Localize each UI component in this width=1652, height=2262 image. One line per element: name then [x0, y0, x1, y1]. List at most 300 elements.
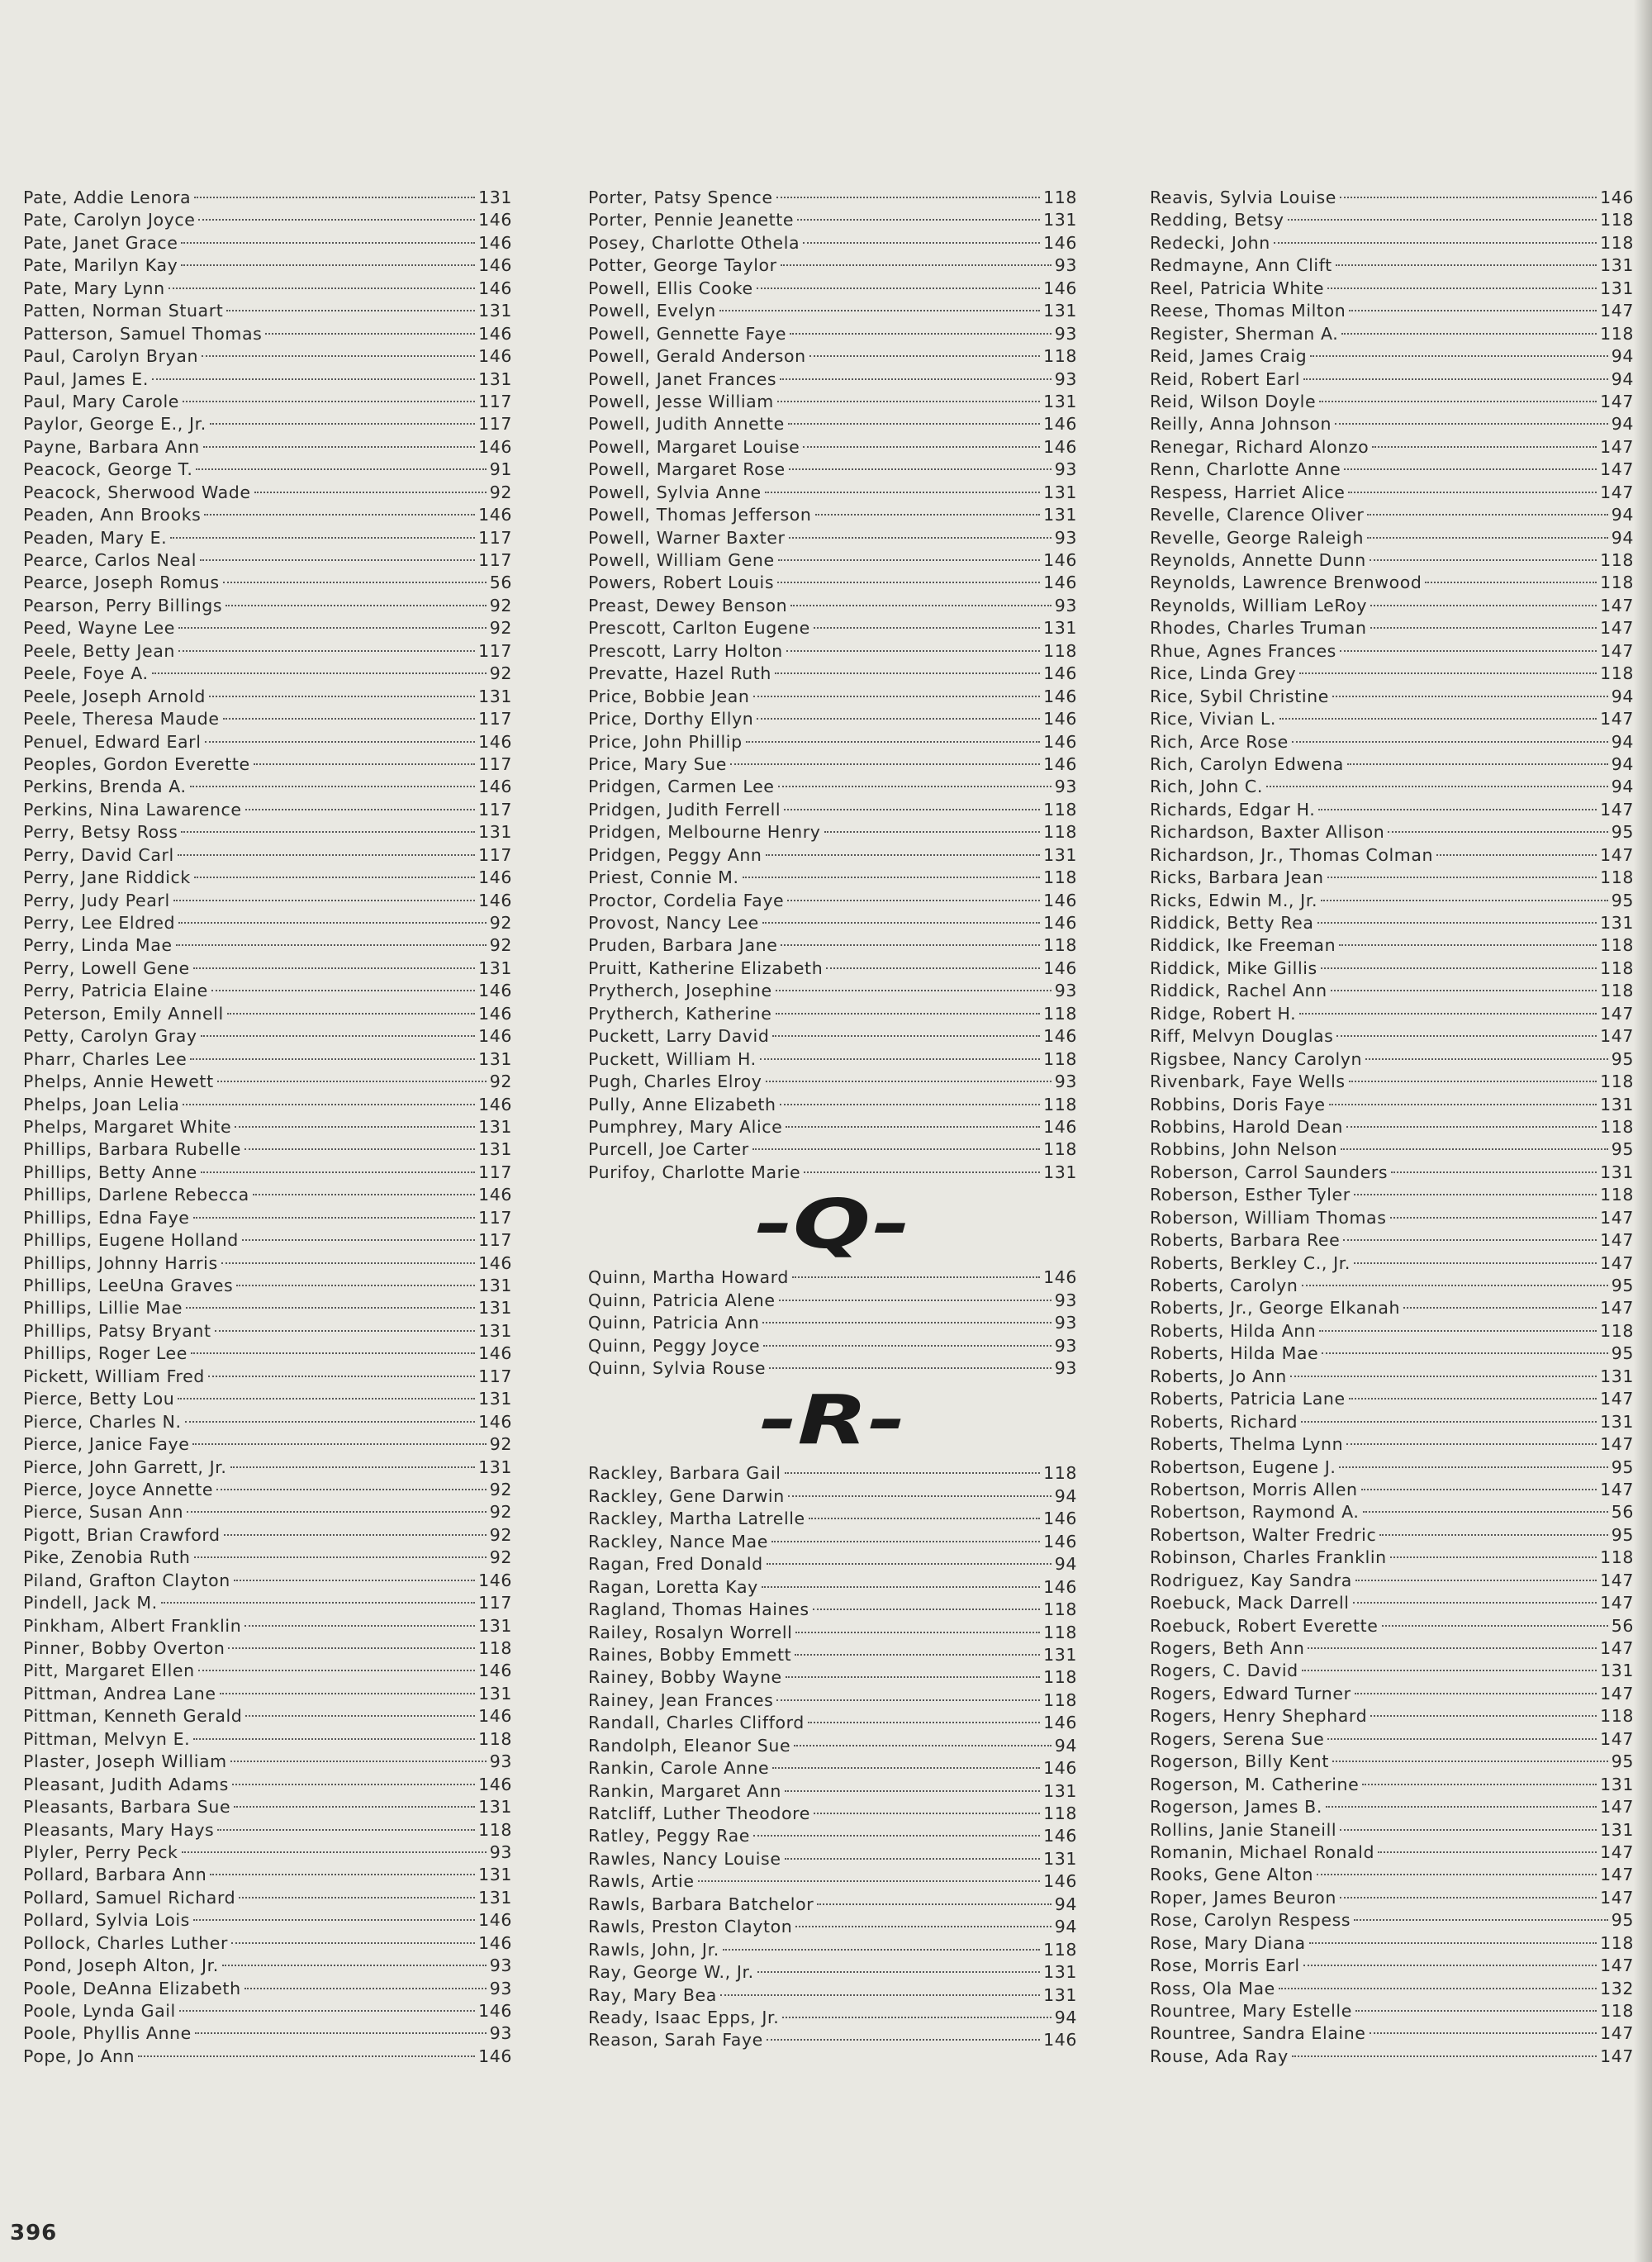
entry-name: Phillips, Lillie Mae	[23, 1298, 183, 1319]
dot-leader	[797, 219, 1040, 221]
dot-leader	[1299, 672, 1597, 674]
dot-leader	[210, 423, 475, 425]
dot-leader	[1347, 763, 1608, 765]
entry-page-number: 93	[489, 1978, 512, 1998]
dot-leader	[1370, 559, 1597, 561]
entry-name: Respess, Harriet Alice	[1150, 482, 1346, 502]
entry-name: Rountree, Mary Estelle	[1150, 2001, 1352, 2021]
dot-leader	[1348, 492, 1597, 493]
entry-page-number: 131	[478, 1276, 512, 1295]
entry-page-number: 147	[1600, 2046, 1634, 2066]
dot-leader	[1403, 1307, 1597, 1309]
dot-leader	[808, 1722, 1040, 1723]
index-entry	[588, 1712, 1077, 1734]
dot-leader	[1279, 718, 1597, 720]
entry-page-number: 146	[478, 981, 512, 1001]
index-entry	[588, 1689, 1077, 1712]
index-entry	[588, 1003, 1077, 1025]
index-entry	[23, 1342, 512, 1365]
dot-leader	[201, 1035, 475, 1037]
index-entry	[23, 663, 512, 685]
index-entry	[23, 1479, 512, 1501]
index-entry	[23, 549, 512, 572]
entry-name: Pickett, William Fred	[23, 1366, 205, 1386]
index-entry	[23, 934, 512, 957]
entry-page-number: 147	[1600, 1865, 1634, 1885]
index-entry	[23, 504, 512, 526]
index-entry	[588, 300, 1077, 322]
dot-leader	[1326, 1806, 1597, 1808]
entry-name: Roberson, Carrol Saunders	[1150, 1162, 1389, 1182]
entry-page-number: 146	[478, 323, 512, 344]
dot-leader	[1370, 2032, 1597, 2034]
entry-page-number: 131	[478, 1683, 512, 1704]
index-entry	[23, 391, 512, 413]
index-entry	[588, 209, 1077, 231]
dot-leader	[1363, 1511, 1608, 1513]
entry-page-number: 131	[1043, 301, 1077, 321]
entry-page-number: 118	[1600, 1706, 1634, 1727]
entry-page-number: 94	[1054, 1917, 1077, 1937]
dot-leader	[1340, 650, 1597, 652]
index-entry	[1150, 459, 1634, 481]
entry-name: Pittman, Andrea Lane	[23, 1683, 216, 1704]
entry-name: Ratcliff, Luther Theodore	[588, 1803, 810, 1823]
index-entry	[588, 1462, 1077, 1485]
entry-name: Renegar, Richard Alonzo	[1150, 436, 1370, 457]
entry-name: Robinson, Charles Franklin	[1150, 1547, 1387, 1568]
entry-page-number: 117	[478, 1207, 512, 1228]
dot-leader	[814, 1813, 1040, 1814]
index-entry	[23, 1297, 512, 1319]
index-entry	[1150, 300, 1634, 322]
index-entry	[23, 1978, 512, 2000]
entry-name: Penuel, Edward Earl	[23, 731, 202, 752]
entry-page-number: 93	[1054, 595, 1077, 615]
index-entry	[1150, 391, 1634, 413]
index-entry	[1150, 2022, 1634, 2045]
entry-name: Paul, James E.	[23, 368, 149, 389]
index-entry	[1150, 1660, 1634, 1682]
entry-page-number: 147	[1600, 1955, 1634, 1976]
entry-page-number: 118	[1600, 1116, 1634, 1137]
entry-page-number: 117	[478, 391, 512, 411]
dot-leader	[224, 1534, 487, 1536]
entry-name: Paul, Mary Carole	[23, 391, 179, 411]
entry-name: Ray, George W., Jr.	[588, 1962, 754, 1983]
dot-leader	[193, 1919, 475, 1921]
entry-name: Prescott, Carlton Eugene	[588, 618, 810, 639]
dot-leader	[772, 1035, 1040, 1037]
entry-page-number: 118	[1600, 1547, 1634, 1568]
index-entry	[1150, 436, 1634, 459]
entry-page-number: 131	[1600, 1411, 1634, 1432]
entry-page-number: 93	[1054, 527, 1077, 548]
index-entry	[1150, 187, 1634, 209]
entry-name: Pridgen, Peggy Ann	[588, 844, 762, 865]
entry-page-number: 131	[1043, 505, 1077, 525]
dot-leader	[753, 696, 1041, 697]
dot-leader	[785, 1472, 1041, 1474]
entry-page-number: 118	[1043, 1003, 1077, 1024]
entry-page-number: 118	[1600, 573, 1634, 593]
entry-page-number: 146	[1043, 232, 1077, 253]
index-entry	[1150, 1796, 1634, 1818]
index-entry	[23, 731, 512, 753]
index-entry	[23, 1411, 512, 1433]
index-entry	[588, 731, 1077, 753]
entry-page-number: 92	[489, 618, 512, 639]
entry-name: Poole, DeAnna Elizabeth	[23, 1978, 241, 1998]
entry-page-number: 94	[1611, 527, 1634, 548]
entry-page-number: 147	[1600, 1593, 1634, 1613]
dot-leader	[181, 831, 475, 833]
index-entry	[23, 1637, 512, 1660]
index-entry	[1150, 912, 1634, 934]
dot-leader	[223, 582, 487, 583]
entry-page-number: 92	[489, 1479, 512, 1499]
entry-page-number: 147	[1600, 799, 1634, 820]
dot-leader	[1279, 1988, 1597, 1989]
index-entry	[23, 617, 512, 639]
entry-name: Rawls, John, Jr.	[588, 1939, 719, 1960]
dot-leader	[211, 990, 475, 991]
dot-leader	[795, 1654, 1040, 1656]
dot-leader	[1336, 1035, 1597, 1037]
entry-page-number: 131	[1043, 482, 1077, 502]
entry-page-number: 146	[478, 890, 512, 910]
dot-leader	[230, 1466, 476, 1468]
entry-name: Peacock, Sherwood Wade	[23, 482, 251, 502]
index-entry	[1150, 640, 1634, 663]
entry-page-number: 146	[478, 1026, 512, 1047]
entry-page-number: 118	[1600, 210, 1634, 230]
entry-name: Riddick, Betty Rea	[1150, 913, 1314, 933]
index-entry	[23, 753, 512, 776]
entry-page-number: 93	[489, 1955, 512, 1976]
dot-leader	[227, 1013, 475, 1015]
entry-page-number: 92	[489, 913, 512, 933]
entry-name: Pridgen, Judith Ferrell	[588, 799, 781, 820]
entry-name: Pearce, Carlos Neal	[23, 550, 197, 570]
dot-leader	[1365, 1058, 1608, 1060]
entry-name: Phelps, Annie Hewett	[23, 1072, 214, 1092]
entry-page-number: 118	[1600, 1072, 1634, 1092]
entry-page-number: 92	[489, 663, 512, 684]
entry-name: Puckett, William H.	[588, 1048, 757, 1069]
entry-page-number: 118	[1043, 1689, 1077, 1710]
entry-name: Powers, Robert Louis	[588, 573, 775, 593]
entry-name: Robertson, Morris Allen	[1150, 1479, 1358, 1499]
index-entry	[588, 459, 1077, 481]
entry-name: Pollard, Barbara Ann	[23, 1865, 207, 1885]
index-entry	[588, 1870, 1077, 1893]
entry-page-number: 131	[1043, 844, 1077, 865]
dot-leader	[192, 1443, 486, 1445]
dot-leader	[1321, 967, 1597, 969]
index-entry	[23, 1864, 512, 1886]
entry-page-number: 92	[489, 1547, 512, 1568]
dot-leader	[1266, 786, 1608, 787]
entry-page-number: 131	[1043, 210, 1077, 230]
entry-page-number: 93	[1054, 1290, 1077, 1310]
index-entry	[588, 1735, 1077, 1757]
entry-name: Purifoy, Charlotte Marie	[588, 1162, 801, 1182]
dot-leader	[1340, 1829, 1597, 1831]
entry-name: Richards, Edgar H.	[1150, 799, 1316, 820]
index-entry	[1150, 1592, 1634, 1614]
index-entry	[588, 1162, 1077, 1184]
dot-leader	[1341, 1148, 1607, 1150]
index-entry	[588, 980, 1077, 1002]
entry-name: Rose, Carolyn Respess	[1150, 1910, 1351, 1931]
index-entry	[23, 1457, 512, 1479]
entry-name: Renn, Charlotte Anne	[1150, 459, 1341, 480]
dot-leader	[794, 1745, 1051, 1746]
entry-name: Raines, Bobby Emmett	[588, 1644, 792, 1665]
dot-leader	[225, 605, 487, 606]
entry-page-number: 118	[1600, 958, 1634, 978]
index-entry	[23, 300, 512, 322]
index-entry	[1150, 1887, 1634, 1909]
entry-name: Reynolds, Annette Dunn	[1150, 550, 1366, 570]
entry-name: Roberson, Esther Tyler	[1150, 1185, 1351, 1205]
entry-page-number: 147	[1600, 1230, 1634, 1251]
entry-page-number: 117	[478, 1230, 512, 1251]
index-entry	[1150, 368, 1634, 391]
entry-name: Ricks, Edwin M., Jr.	[1150, 890, 1318, 910]
index-entry	[1150, 1705, 1634, 1727]
dot-leader	[762, 922, 1040, 924]
dot-leader	[1361, 1489, 1597, 1490]
dot-leader	[193, 1217, 476, 1219]
entry-page-number: 131	[478, 1320, 512, 1341]
entry-name: Pierce, John Garrett, Jr.	[23, 1457, 227, 1477]
dot-leader	[244, 1148, 475, 1150]
entry-page-number: 146	[1043, 890, 1077, 910]
index-entry	[588, 1094, 1077, 1116]
entry-page-number: 132	[1600, 1978, 1634, 1998]
dot-leader	[178, 922, 487, 924]
index-entry	[1150, 1570, 1634, 1592]
entry-name: Roberts, Thelma Lynn	[1150, 1434, 1344, 1455]
dot-leader	[777, 582, 1040, 583]
index-entry	[588, 617, 1077, 639]
index-entry	[23, 1570, 512, 1592]
dot-leader	[826, 967, 1040, 969]
entry-page-number: 147	[1600, 844, 1634, 865]
entry-name: Rich, John C.	[1150, 777, 1263, 797]
entry-page-number: 146	[1043, 1713, 1077, 1733]
entry-page-number: 118	[1043, 1667, 1077, 1688]
dot-leader	[1344, 468, 1597, 470]
index-entry	[23, 1683, 512, 1705]
entry-page-number: 146	[1043, 663, 1077, 684]
entry-page-number: 146	[478, 1774, 512, 1794]
index-entry	[588, 2007, 1077, 2029]
index-entry	[23, 413, 512, 435]
entry-name: Roebuck, Mack Darrell	[1150, 1593, 1350, 1613]
entry-name: Rooks, Gene Alton	[1150, 1865, 1314, 1885]
dot-leader	[1425, 582, 1597, 583]
entry-page-number: 147	[1600, 1479, 1634, 1499]
dot-leader	[204, 514, 475, 516]
dot-leader	[772, 1767, 1040, 1769]
entry-page-number: 147	[1600, 1389, 1634, 1409]
dot-leader	[1331, 990, 1597, 991]
index-entry	[23, 595, 512, 617]
entry-page-number: 146	[1043, 709, 1077, 729]
index-entry	[1150, 595, 1634, 617]
dot-leader	[760, 1058, 1040, 1060]
entry-name: Pittman, Melvyn E.	[23, 1728, 191, 1749]
index-entry	[1150, 345, 1634, 368]
dot-leader	[776, 990, 1051, 991]
entry-name: Plaster, Joseph William	[23, 1751, 227, 1772]
entry-name: Powell, Gerald Anderson	[588, 346, 806, 367]
dot-leader	[1340, 1897, 1597, 1898]
entry-page-number: 147	[1600, 436, 1634, 457]
index-entry	[23, 2000, 512, 2022]
entry-page-number: 93	[489, 2023, 512, 2044]
entry-name: Perry, Linda Mae	[23, 935, 173, 956]
entry-page-number: 131	[478, 1139, 512, 1160]
entry-page-number: 131	[478, 1615, 512, 1636]
entry-name: Reason, Sarah Faye	[588, 2030, 763, 2051]
index-entry	[1150, 980, 1634, 1002]
entry-page-number: 118	[478, 1728, 512, 1749]
index-entry	[1150, 1184, 1634, 1206]
entry-page-number: 118	[1043, 1463, 1077, 1484]
entry-name: Reid, Wilson Doyle	[1150, 391, 1317, 411]
entry-page-number: 56	[489, 573, 512, 593]
entry-name: Pruitt, Katherine Elizabeth	[588, 958, 824, 978]
entry-page-number: 117	[478, 527, 512, 548]
dot-leader	[762, 1322, 1051, 1323]
entry-name: Riddick, Mike Gillis	[1150, 958, 1317, 978]
dot-leader	[226, 310, 475, 311]
index-entry	[588, 254, 1077, 277]
index-entry	[588, 1939, 1077, 1961]
dot-leader	[767, 1563, 1051, 1565]
index-entry	[23, 572, 512, 594]
entry-page-number: 147	[1600, 1003, 1634, 1024]
index-entry	[588, 1553, 1077, 1575]
entry-name: Porter, Pennie Jeanette	[588, 210, 795, 230]
index-entry	[1150, 1433, 1634, 1456]
entry-page-number: 146	[478, 1094, 512, 1114]
index-entry	[588, 821, 1077, 843]
dot-leader	[1362, 1784, 1597, 1785]
dot-leader	[1274, 242, 1597, 244]
entry-name: Powell, Margaret Louise	[588, 436, 800, 457]
entry-page-number: 131	[1600, 1366, 1634, 1386]
entry-page-number: 93	[1054, 255, 1077, 276]
entry-page-number: 118	[1600, 867, 1634, 888]
dot-leader	[244, 1625, 475, 1627]
entry-page-number: 92	[489, 1524, 512, 1545]
dot-leader	[780, 378, 1051, 380]
entry-name: Ragland, Thomas Haines	[588, 1599, 809, 1620]
entry-name: Phillips, Darlene Rebecca	[23, 1185, 249, 1205]
index-entry	[588, 436, 1077, 459]
entry-page-number: 131	[478, 1389, 512, 1409]
index-entry	[1150, 1320, 1634, 1342]
dot-leader	[792, 1276, 1040, 1278]
dot-leader	[824, 831, 1041, 833]
entry-name: Pierce, Janice Faye	[23, 1434, 190, 1455]
entry-page-number: 118	[1600, 550, 1634, 570]
dot-leader	[1309, 1942, 1597, 1944]
index-entry	[1150, 1819, 1634, 1841]
entry-page-number: 131	[1600, 1094, 1634, 1114]
index-entry	[23, 1162, 512, 1184]
entry-page-number: 118	[1600, 663, 1634, 684]
dot-leader	[809, 1518, 1040, 1519]
index-entry	[588, 1138, 1077, 1161]
index-entry	[588, 753, 1077, 776]
dot-leader	[767, 2039, 1040, 2041]
entry-name: Pierce, Susan Ann	[23, 1502, 184, 1523]
entry-page-number: 93	[1054, 368, 1077, 389]
entry-name: Reilly, Anna Johnson	[1150, 414, 1332, 435]
entry-page-number: 147	[1600, 709, 1634, 729]
index-entry	[588, 595, 1077, 617]
dot-leader	[782, 2017, 1051, 2018]
entry-page-number: 118	[1043, 1048, 1077, 1069]
dot-leader	[217, 1829, 475, 1831]
entry-page-number: 94	[1054, 1894, 1077, 1914]
entry-name: Powell, Ellis Cooke	[588, 278, 753, 298]
entry-page-number: 147	[1600, 1434, 1634, 1455]
entry-name: Pigott, Brian Crawford	[23, 1524, 221, 1545]
index-entry	[23, 686, 512, 708]
dot-leader	[780, 1104, 1040, 1105]
dot-leader	[776, 1699, 1040, 1701]
dot-leader	[152, 672, 487, 674]
dot-leader	[763, 1345, 1051, 1347]
dot-leader	[1321, 900, 1608, 901]
dot-leader	[719, 310, 1040, 311]
index-entry	[1150, 1071, 1634, 1093]
entry-name: Reavis, Sylvia Louise	[1150, 188, 1336, 207]
index-entry	[23, 1592, 512, 1614]
dot-leader	[230, 1761, 487, 1762]
index-entry	[1150, 1411, 1634, 1433]
index-entry	[1150, 708, 1634, 730]
dot-leader	[234, 1806, 475, 1808]
entry-page-number: 92	[489, 595, 512, 615]
index-entry	[23, 1366, 512, 1388]
entry-name: Pleasants, Mary Hays	[23, 1819, 215, 1840]
index-entry	[588, 1825, 1077, 1847]
entry-page-number: 146	[478, 436, 512, 457]
entry-page-number: 131	[1600, 1774, 1634, 1794]
entry-name: Rose, Mary Diana	[1150, 1932, 1306, 1953]
entry-name: Pruden, Barbara Jane	[588, 935, 778, 956]
entry-page-number: 118	[1043, 346, 1077, 367]
dot-leader	[1336, 264, 1597, 266]
index-column-3	[1150, 187, 1634, 2068]
index-entry	[1150, 1615, 1634, 1637]
entry-name: Potter, George Taylor	[588, 255, 777, 276]
entry-page-number: 146	[478, 232, 512, 253]
dot-leader	[209, 696, 475, 697]
entry-name: Pierce, Betty Lou	[23, 1389, 175, 1409]
entry-page-number: 131	[1043, 1644, 1077, 1665]
entry-page-number: 118	[478, 1638, 512, 1658]
dot-leader	[161, 1602, 475, 1604]
